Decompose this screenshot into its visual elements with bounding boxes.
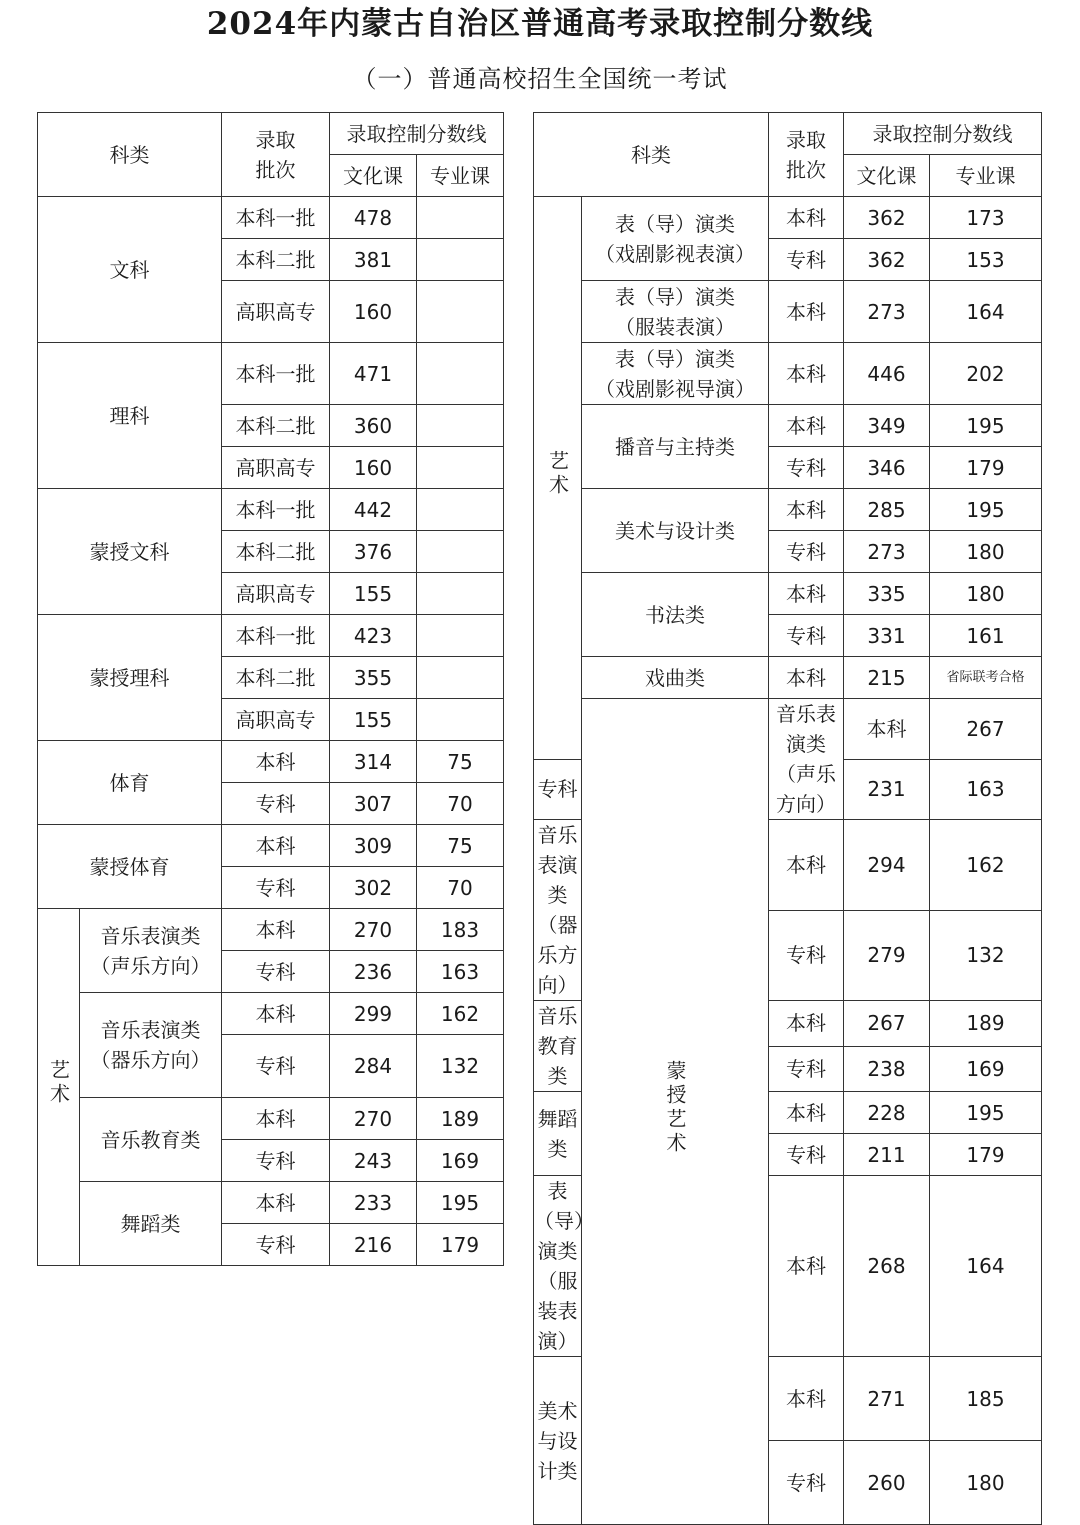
- subcategory-label: 美术与设计类: [582, 489, 769, 573]
- batch-cell: 本科: [769, 573, 844, 615]
- category-label: 理科: [38, 343, 222, 489]
- batch-cell: 专科: [222, 867, 330, 909]
- subcategory-label: 美术与设计类: [534, 1357, 582, 1525]
- table-row: [38, 741, 504, 783]
- professional-score: 173: [930, 197, 1042, 239]
- cultural-score: 349: [844, 405, 930, 447]
- batch-cell: 专科: [769, 239, 844, 281]
- category-label-vertical: 蒙授艺术: [582, 699, 769, 1525]
- cultural-score: 211: [844, 1134, 930, 1176]
- cultural-score: 442: [330, 489, 417, 531]
- cultural-score: 260: [844, 1441, 930, 1525]
- cultural-score: 381: [330, 239, 417, 281]
- header-control-line: 录取控制分数线: [844, 113, 1042, 155]
- batch-cell: 专科: [222, 1140, 330, 1182]
- cultural-score: 471: [330, 343, 417, 405]
- table-row: [38, 343, 504, 405]
- cultural-score: 307: [330, 783, 417, 825]
- cultural-score: 360: [330, 405, 417, 447]
- cultural-score: 155: [330, 573, 417, 615]
- subcategory-label: 音乐表演类 （声乐方向）: [80, 909, 222, 993]
- batch-cell: 本科二批: [222, 657, 330, 699]
- subcategory-label: 书法类: [582, 573, 769, 657]
- header-cultural: 文化课: [330, 155, 417, 197]
- batch-cell: 专科: [769, 1441, 844, 1525]
- professional-score: 70: [417, 783, 504, 825]
- cultural-score: 294: [844, 820, 930, 911]
- header-subject: 科类: [534, 113, 769, 197]
- header-professional: 专业课: [417, 155, 504, 197]
- professional-score: 195: [930, 1092, 1042, 1134]
- table-row: [534, 405, 1042, 447]
- page-subtitle: （一）普通高校招生全国统一考试: [352, 65, 728, 93]
- cultural-score: 299: [330, 993, 417, 1035]
- batch-cell: 本科二批: [222, 405, 330, 447]
- subcategory-label: 表（导）演类 （戏剧影视导演）: [582, 343, 769, 405]
- professional-score: 132: [930, 910, 1042, 1001]
- cultural-score: 273: [844, 531, 930, 573]
- category-label-vertical: 艺术: [534, 197, 582, 760]
- professional-score: [417, 615, 504, 657]
- page-title: 2024年内蒙古自治区普通高考录取控制分数线: [206, 6, 874, 42]
- professional-score: 164: [930, 281, 1042, 343]
- batch-cell: 本科: [844, 699, 930, 760]
- batch-cell: 本科: [222, 825, 330, 867]
- category-label: 蒙授理科: [38, 615, 222, 741]
- cultural-score: 216: [330, 1224, 417, 1266]
- subcategory-label: 表（导）演类 （戏剧影视表演）: [582, 197, 769, 281]
- cultural-score: 155: [330, 699, 417, 741]
- batch-cell: 本科: [769, 489, 844, 531]
- header-professional: 专业课: [930, 155, 1042, 197]
- subcategory-label: 表（导）演类 （服装表演）: [582, 281, 769, 343]
- professional-score: 162: [417, 993, 504, 1035]
- batch-cell: 本科: [769, 1357, 844, 1441]
- professional-score: 189: [930, 1001, 1042, 1047]
- professional-score: [417, 197, 504, 239]
- professional-score: [417, 657, 504, 699]
- batch-cell: 高职高专: [222, 281, 330, 343]
- subcategory-label: 音乐教育类: [80, 1098, 222, 1182]
- batch-cell: 本科: [222, 993, 330, 1035]
- professional-score: [417, 343, 504, 405]
- table-row: [38, 1182, 504, 1224]
- batch-cell: 专科: [534, 759, 582, 820]
- cultural-score: 284: [330, 1035, 417, 1098]
- batch-cell: 高职高专: [222, 447, 330, 489]
- category-label-vertical: 艺术: [38, 909, 80, 1266]
- professional-score: 163: [930, 759, 1042, 820]
- table-row: [534, 343, 1042, 405]
- table-row: [534, 281, 1042, 343]
- cultural-score: 243: [330, 1140, 417, 1182]
- header-subject: 科类: [38, 113, 222, 197]
- cultural-score: 228: [844, 1092, 930, 1134]
- professional-score: 202: [930, 343, 1042, 405]
- subcategory-label: 舞蹈类: [80, 1182, 222, 1266]
- cultural-score: 271: [844, 1357, 930, 1441]
- left-score-table: [37, 112, 504, 1266]
- cultural-score: 215: [844, 657, 930, 699]
- header-control-line: 录取控制分数线: [330, 113, 504, 155]
- professional-score: [417, 281, 504, 343]
- professional-score: 164: [930, 1176, 1042, 1357]
- table-row: [534, 657, 1042, 699]
- professional-score: 163: [417, 951, 504, 993]
- cultural-score: 270: [330, 909, 417, 951]
- batch-cell: 本科一批: [222, 489, 330, 531]
- cultural-score: 478: [330, 197, 417, 239]
- subcategory-label: 播音与主持类: [582, 405, 769, 489]
- batch-cell: 本科二批: [222, 239, 330, 281]
- cultural-score: 309: [330, 825, 417, 867]
- batch-cell: 本科: [769, 657, 844, 699]
- cultural-score: 233: [330, 1182, 417, 1224]
- cultural-score: 231: [844, 759, 930, 820]
- professional-score: 169: [930, 1046, 1042, 1092]
- cultural-score: 279: [844, 910, 930, 1001]
- professional-score: 75: [417, 825, 504, 867]
- batch-cell: 本科一批: [222, 197, 330, 239]
- table-row: [38, 489, 504, 531]
- professional-score: 161: [930, 615, 1042, 657]
- batch-cell: 本科: [222, 1182, 330, 1224]
- cultural-score: 270: [330, 1098, 417, 1140]
- subcategory-label: 舞蹈类: [534, 1092, 582, 1176]
- category-label: 蒙授文科: [38, 489, 222, 615]
- batch-cell: 本科二批: [222, 531, 330, 573]
- professional-score: 195: [930, 405, 1042, 447]
- cultural-score: 331: [844, 615, 930, 657]
- batch-cell: 本科: [222, 1098, 330, 1140]
- professional-score: 183: [417, 909, 504, 951]
- professional-score: 179: [417, 1224, 504, 1266]
- cultural-score: 160: [330, 447, 417, 489]
- professional-score: 70: [417, 867, 504, 909]
- batch-cell: 高职高专: [222, 573, 330, 615]
- batch-cell: 本科: [769, 1001, 844, 1047]
- batch-cell: 本科: [222, 909, 330, 951]
- cultural-score: 346: [844, 447, 930, 489]
- subcategory-label: 音乐表演类 （声乐方向）: [769, 699, 844, 820]
- cultural-score: 355: [330, 657, 417, 699]
- batch-cell: 本科一批: [222, 343, 330, 405]
- professional-score: 169: [417, 1140, 504, 1182]
- professional-score: 75: [417, 741, 504, 783]
- professional-score: 省际联考合格: [930, 657, 1042, 699]
- professional-score: [417, 447, 504, 489]
- header-batch: 录取 批次: [769, 113, 844, 197]
- professional-score: 195: [417, 1182, 504, 1224]
- batch-cell: 专科: [222, 1035, 330, 1098]
- cultural-score: 362: [844, 239, 930, 281]
- professional-score: 179: [930, 447, 1042, 489]
- right-score-table: [533, 112, 1042, 1525]
- table-row: [38, 909, 504, 951]
- cultural-score: 160: [330, 281, 417, 343]
- cultural-score: 314: [330, 741, 417, 783]
- batch-cell: 专科: [769, 1046, 844, 1092]
- cultural-score: 362: [844, 197, 930, 239]
- professional-score: [417, 573, 504, 615]
- professional-score: 180: [930, 573, 1042, 615]
- professional-score: 180: [930, 531, 1042, 573]
- batch-cell: 本科: [769, 1092, 844, 1134]
- professional-score: [417, 239, 504, 281]
- batch-cell: 专科: [222, 951, 330, 993]
- table-row: [38, 197, 504, 239]
- cultural-score: 423: [330, 615, 417, 657]
- batch-cell: 专科: [769, 447, 844, 489]
- table-row: [534, 197, 1042, 239]
- batch-cell: 本科: [769, 197, 844, 239]
- cultural-score: 236: [330, 951, 417, 993]
- table-row: [534, 489, 1042, 531]
- professional-score: [417, 489, 504, 531]
- cultural-score: 267: [844, 1001, 930, 1047]
- subcategory-label: 音乐表演类 （器乐方向）: [80, 993, 222, 1098]
- professional-score: 153: [930, 239, 1042, 281]
- category-label: 文科: [38, 197, 222, 343]
- professional-score: 162: [930, 820, 1042, 911]
- batch-cell: 本科: [769, 1176, 844, 1357]
- subcategory-label: 表（导）演类 （服装表演）: [534, 1176, 582, 1357]
- cultural-score: 446: [844, 343, 930, 405]
- batch-cell: 本科: [222, 741, 330, 783]
- batch-cell: 本科一批: [222, 615, 330, 657]
- batch-cell: 专科: [769, 531, 844, 573]
- professional-score: 189: [417, 1098, 504, 1140]
- table-row: [38, 615, 504, 657]
- batch-cell: 专科: [222, 783, 330, 825]
- professional-score: 179: [930, 1134, 1042, 1176]
- table-row: [38, 1098, 504, 1140]
- batch-cell: 本科: [769, 343, 844, 405]
- professional-score: 132: [417, 1035, 504, 1098]
- subcategory-label: 音乐教育类: [534, 1001, 582, 1092]
- cultural-score: 335: [844, 573, 930, 615]
- batch-cell: 本科: [769, 820, 844, 911]
- table-row: [534, 573, 1042, 615]
- professional-score: [417, 699, 504, 741]
- professional-score: 195: [930, 489, 1042, 531]
- batch-cell: 本科: [769, 281, 844, 343]
- professional-score: [417, 531, 504, 573]
- professional-score: [417, 405, 504, 447]
- batch-cell: 本科: [769, 405, 844, 447]
- table-row: [534, 699, 1042, 760]
- subcategory-label: 音乐表演类 （器乐方向）: [534, 820, 582, 1001]
- cultural-score: 273: [844, 281, 930, 343]
- category-label: 体育: [38, 741, 222, 825]
- cultural-score: 376: [330, 531, 417, 573]
- cultural-score: 268: [844, 1176, 930, 1357]
- header-batch: 录取 批次: [222, 113, 330, 197]
- table-row: [38, 825, 504, 867]
- table-row: [38, 993, 504, 1035]
- header-cultural: 文化课: [844, 155, 930, 197]
- batch-cell: 专科: [769, 615, 844, 657]
- professional-score: 185: [930, 1357, 1042, 1441]
- cultural-score: 285: [844, 489, 930, 531]
- category-label: 蒙授体育: [38, 825, 222, 909]
- batch-cell: 高职高专: [222, 699, 330, 741]
- subcategory-label: 戏曲类: [582, 657, 769, 699]
- cultural-score: 267: [930, 699, 1042, 760]
- batch-cell: 专科: [769, 910, 844, 1001]
- professional-score: 180: [930, 1441, 1042, 1525]
- cultural-score: 238: [844, 1046, 930, 1092]
- cultural-score: 302: [330, 867, 417, 909]
- batch-cell: 专科: [769, 1134, 844, 1176]
- batch-cell: 专科: [222, 1224, 330, 1266]
